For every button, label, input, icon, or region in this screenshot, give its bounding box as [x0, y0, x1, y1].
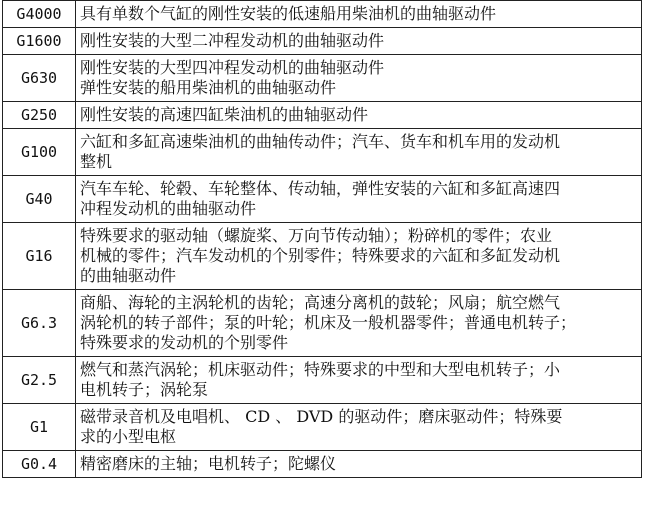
table-row — [3, 290, 642, 357]
table-row — [3, 451, 642, 478]
grade-cell: G40 — [3, 176, 76, 223]
table-row — [3, 28, 642, 55]
table-row — [3, 176, 642, 223]
description-cell — [76, 1, 642, 28]
table-row — [3, 55, 642, 102]
description-cell — [76, 102, 642, 129]
description-cell — [76, 223, 642, 290]
description-line: 特殊要求的驱动轴（螺旋桨、万向节传动轴）；粉碎机的零件；农业 — [80, 226, 553, 245]
table-row — [3, 1, 642, 28]
grade-cell: G630 — [3, 55, 76, 102]
table-row — [3, 129, 642, 176]
description-line: 的曲轴驱动件 — [80, 266, 177, 285]
description-line: 弹性安装的船用柴油机的曲轴驱动件 — [80, 78, 337, 97]
description-line: 刚性安装的高速四缸柴油机的曲轴驱动件 — [80, 105, 369, 124]
description-cell — [76, 55, 642, 102]
grade-cell: G100 — [3, 129, 76, 176]
description-line: 刚性安装的大型二冲程发动机的曲轴驱动件 — [80, 31, 385, 50]
description-cell — [76, 290, 642, 357]
grade-cell: G2.5 — [3, 357, 76, 404]
grade-cell: G6.3 — [3, 290, 76, 357]
grade-cell: G16 — [3, 223, 76, 290]
description-line: 电机转子；涡轮泵 — [80, 380, 209, 399]
description-line: 精密磨床的主轴；电机转子；陀螺仪 — [80, 454, 337, 473]
description-cell — [76, 176, 642, 223]
grade-cell: G250 — [3, 102, 76, 129]
description-line: 机械的零件；汽车发动机的个别零件；特殊要求的六缸和多缸发动机 — [80, 246, 561, 265]
description-cell — [76, 357, 642, 404]
description-line: 刚性安装的大型四冲程发动机的曲轴驱动件 — [80, 58, 385, 77]
description-line: 商船、海轮的主涡轮机的齿轮；高速分离机的鼓轮；风扇；航空燃气 — [80, 293, 561, 312]
description-line: 汽车车轮、轮毂、车轮整体、传动轴，弹性安装的六缸和多缸高速四 — [80, 179, 561, 198]
table-row — [3, 404, 642, 451]
grade-cell: G1600 — [3, 28, 76, 55]
description-cell — [76, 451, 642, 478]
description-line: 六缸和多缸高速柴油机的曲轴传动件；汽车、货车和机车用的发动机 — [80, 132, 561, 151]
description-cell — [76, 28, 642, 55]
description-line: 求的小型电枢 — [80, 427, 177, 446]
description-line: 具有单数个气缸的刚性安装的低速船用柴油机的曲轴驱动件 — [80, 4, 497, 23]
grade-cell: G1 — [3, 404, 76, 451]
table-row — [3, 102, 642, 129]
description-line: 磁带录音机及电唱机、 CD 、 DVD 的驱动件；磨床驱动件；特殊要 — [80, 407, 563, 426]
table-row — [3, 223, 642, 290]
description-line: 整机 — [80, 152, 113, 171]
description-cell — [76, 129, 642, 176]
description-cell — [76, 404, 642, 451]
balance-grade-table — [2, 0, 642, 478]
table-body — [3, 1, 642, 478]
table-row — [3, 357, 642, 404]
description-line: 冲程发动机的曲轴驱动件 — [80, 199, 257, 218]
grade-cell: G4000 — [3, 1, 76, 28]
description-line: 特殊要求的发动机的个别零件 — [80, 333, 289, 352]
description-line: 燃气和蒸汽涡轮；机床驱动件；特殊要求的中型和大型电机转子；小 — [80, 360, 561, 379]
grade-cell: G0.4 — [3, 451, 76, 478]
description-line: 涡轮机的转子部件；泵的叶轮；机床及一般机器零件；普通电机转子； — [80, 313, 577, 332]
